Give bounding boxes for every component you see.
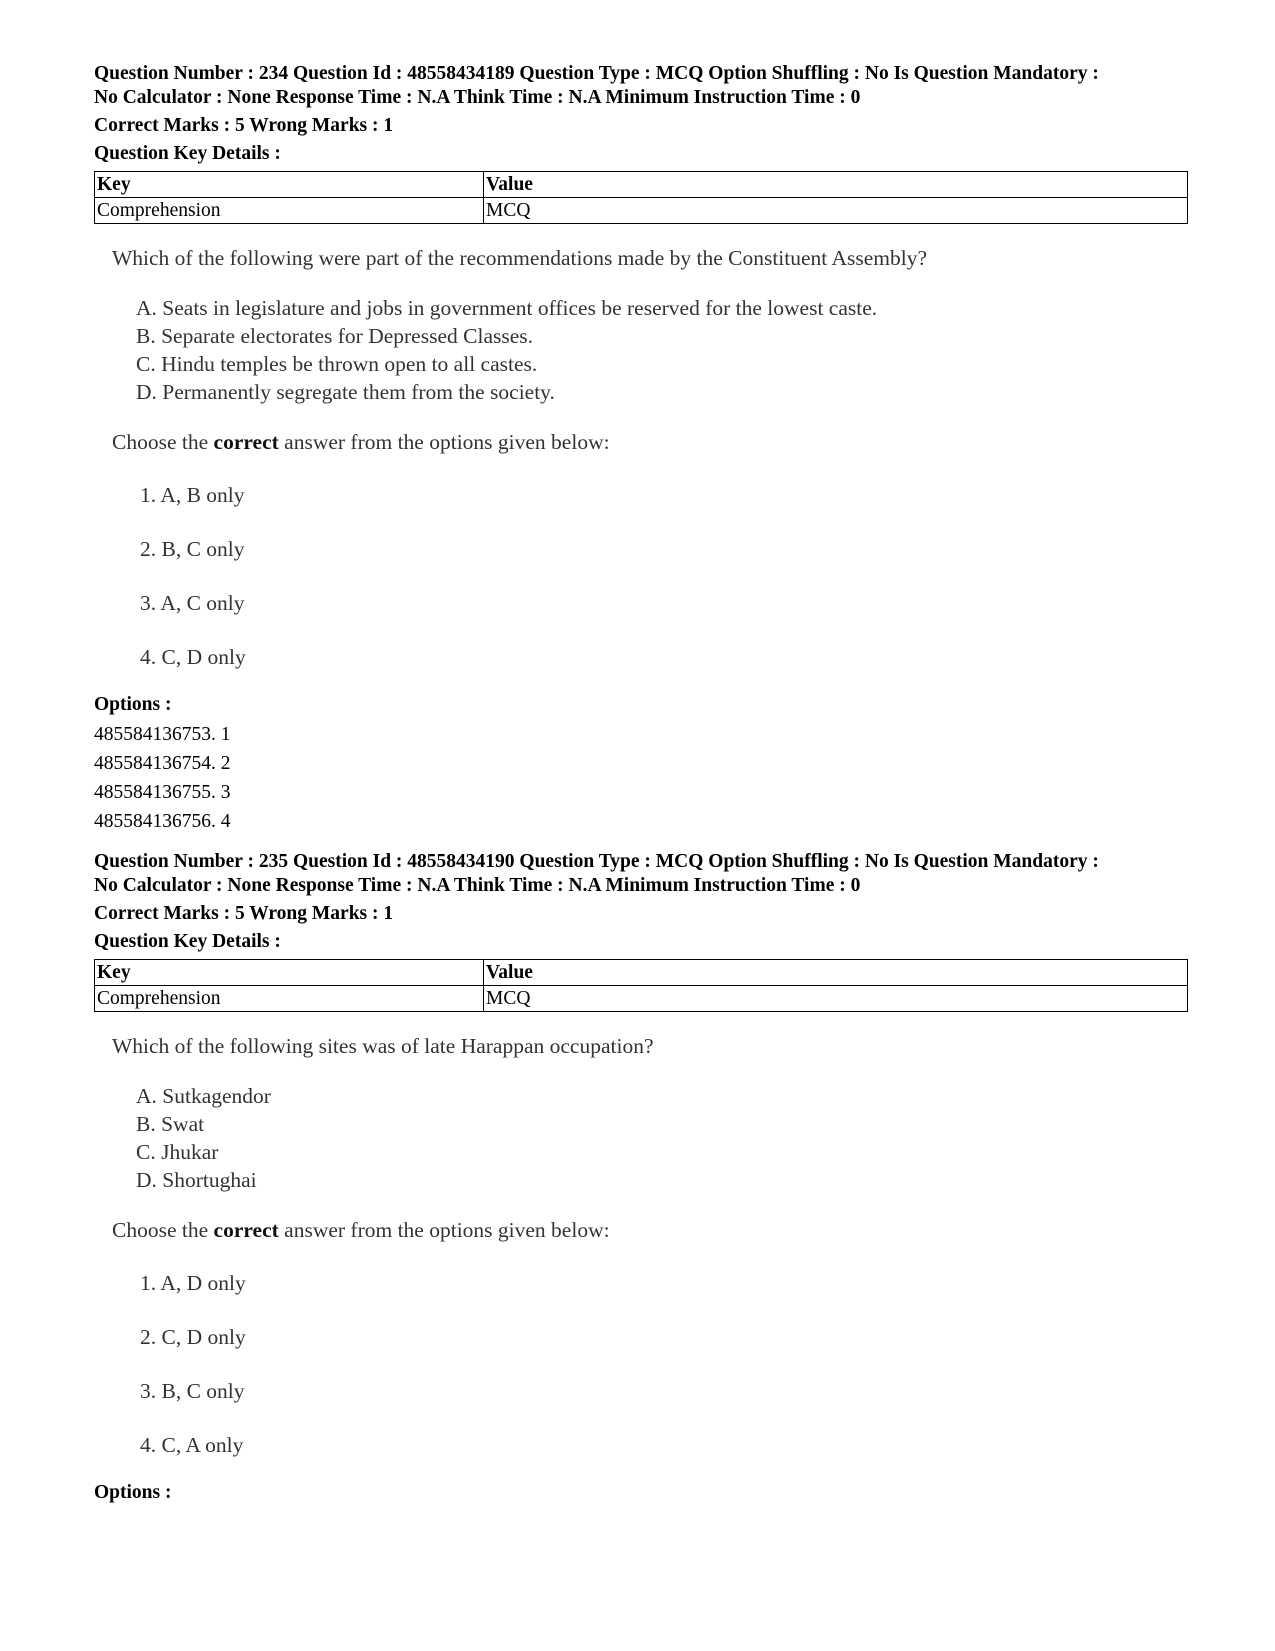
statement-item: A. Seats in legislature and jobs in government offices be reserved for the lowest caste.	[136, 296, 878, 320]
table-header-key: Key	[95, 960, 484, 986]
key-details-label: Question Key Details :	[94, 931, 281, 952]
choose-prefix: Choose the	[112, 430, 214, 454]
table-row	[95, 986, 1188, 1012]
answer-choice-list	[140, 481, 1184, 671]
answer-choice-list	[140, 1269, 1184, 1459]
question-block-235	[94, 850, 1184, 1505]
meta-line-2: No Calculator : None Response Time : N.A Think Time : N.A Minimum Instruction Time : 0	[94, 87, 861, 108]
table-header-row	[95, 960, 1188, 986]
option-id-item: 485584136753. 1	[94, 724, 231, 745]
table-cell-key: Comprehension	[95, 198, 484, 224]
answer-choice: 3. A, C only	[140, 591, 245, 615]
meta-line-1: Question Number : 235 Question Id : 48558434190 Question Type : MCQ Option Shuffling : No Is Question Mandatory :	[94, 851, 1099, 872]
statement-list	[136, 1082, 1184, 1194]
answer-choice: 4. C, D only	[140, 645, 246, 669]
answer-choice: 2. C, D only	[140, 1325, 246, 1349]
question-block-234	[94, 62, 1184, 836]
question-meta	[94, 850, 1184, 898]
options-label: Options :	[94, 1482, 172, 1503]
table-cell-key: Comprehension	[95, 986, 484, 1012]
table-header-value: Value	[484, 960, 1188, 986]
table-header-value: Value	[484, 172, 1188, 198]
statement-item: D. Shortughai	[136, 1168, 257, 1192]
choose-bold: correct	[213, 1218, 279, 1242]
choose-instruction	[112, 428, 1184, 456]
answer-choice: 1. A, B only	[140, 483, 245, 507]
choose-bold: correct	[213, 430, 279, 454]
meta-line-2: No Calculator : None Response Time : N.A Think Time : N.A Minimum Instruction Time : 0	[94, 875, 861, 896]
options-label: Options :	[94, 694, 172, 715]
key-details-label: Question Key Details :	[94, 143, 281, 164]
table-cell-value: MCQ	[484, 986, 1188, 1012]
table-header-row	[95, 172, 1188, 198]
choose-suffix: answer from the options given below:	[278, 430, 610, 454]
statement-item: C. Jhukar	[136, 1140, 219, 1164]
statement-item: A. Sutkagendor	[136, 1084, 271, 1108]
answer-choice: 1. A, D only	[140, 1271, 246, 1295]
question-stem: Which of the following sites was of late Harappan occupation?	[112, 1034, 654, 1058]
option-id-item: 485584136754. 2	[94, 753, 231, 774]
key-details-table	[94, 959, 1188, 1012]
table-row	[95, 198, 1188, 224]
answer-choice: 3. B, C only	[140, 1379, 245, 1403]
statement-item: B. Separate electorates for Depressed Classes.	[136, 324, 534, 348]
question-meta	[94, 62, 1184, 110]
marks-line: Correct Marks : 5 Wrong Marks : 1	[94, 903, 394, 924]
statement-list	[136, 294, 1184, 406]
table-header-key: Key	[95, 172, 484, 198]
statement-item: D. Permanently segregate them from the society.	[136, 380, 555, 404]
question-content	[94, 1032, 1184, 1459]
option-id-item: 485584136755. 3	[94, 782, 231, 803]
meta-line-1: Question Number : 234 Question Id : 48558434189 Question Type : MCQ Option Shuffling : No Is Question Mandatory :	[94, 63, 1099, 84]
answer-choice: 2. B, C only	[140, 537, 245, 561]
statement-item: B. Swat	[136, 1112, 205, 1136]
choose-prefix: Choose the	[112, 1218, 214, 1242]
key-details-table	[94, 171, 1188, 224]
option-id-item: 485584136756. 4	[94, 811, 231, 832]
option-id-list	[94, 720, 1184, 836]
question-stem: Which of the following were part of the recommendations made by the Constituent Assembly?	[112, 246, 928, 270]
statement-item: C. Hindu temples be thrown open to all castes.	[136, 352, 538, 376]
choose-suffix: answer from the options given below:	[278, 1218, 610, 1242]
marks-line: Correct Marks : 5 Wrong Marks : 1	[94, 115, 394, 136]
answer-choice: 4. C, A only	[140, 1433, 244, 1457]
table-cell-value: MCQ	[484, 198, 1188, 224]
question-content	[94, 244, 1184, 671]
choose-instruction	[112, 1216, 1184, 1244]
